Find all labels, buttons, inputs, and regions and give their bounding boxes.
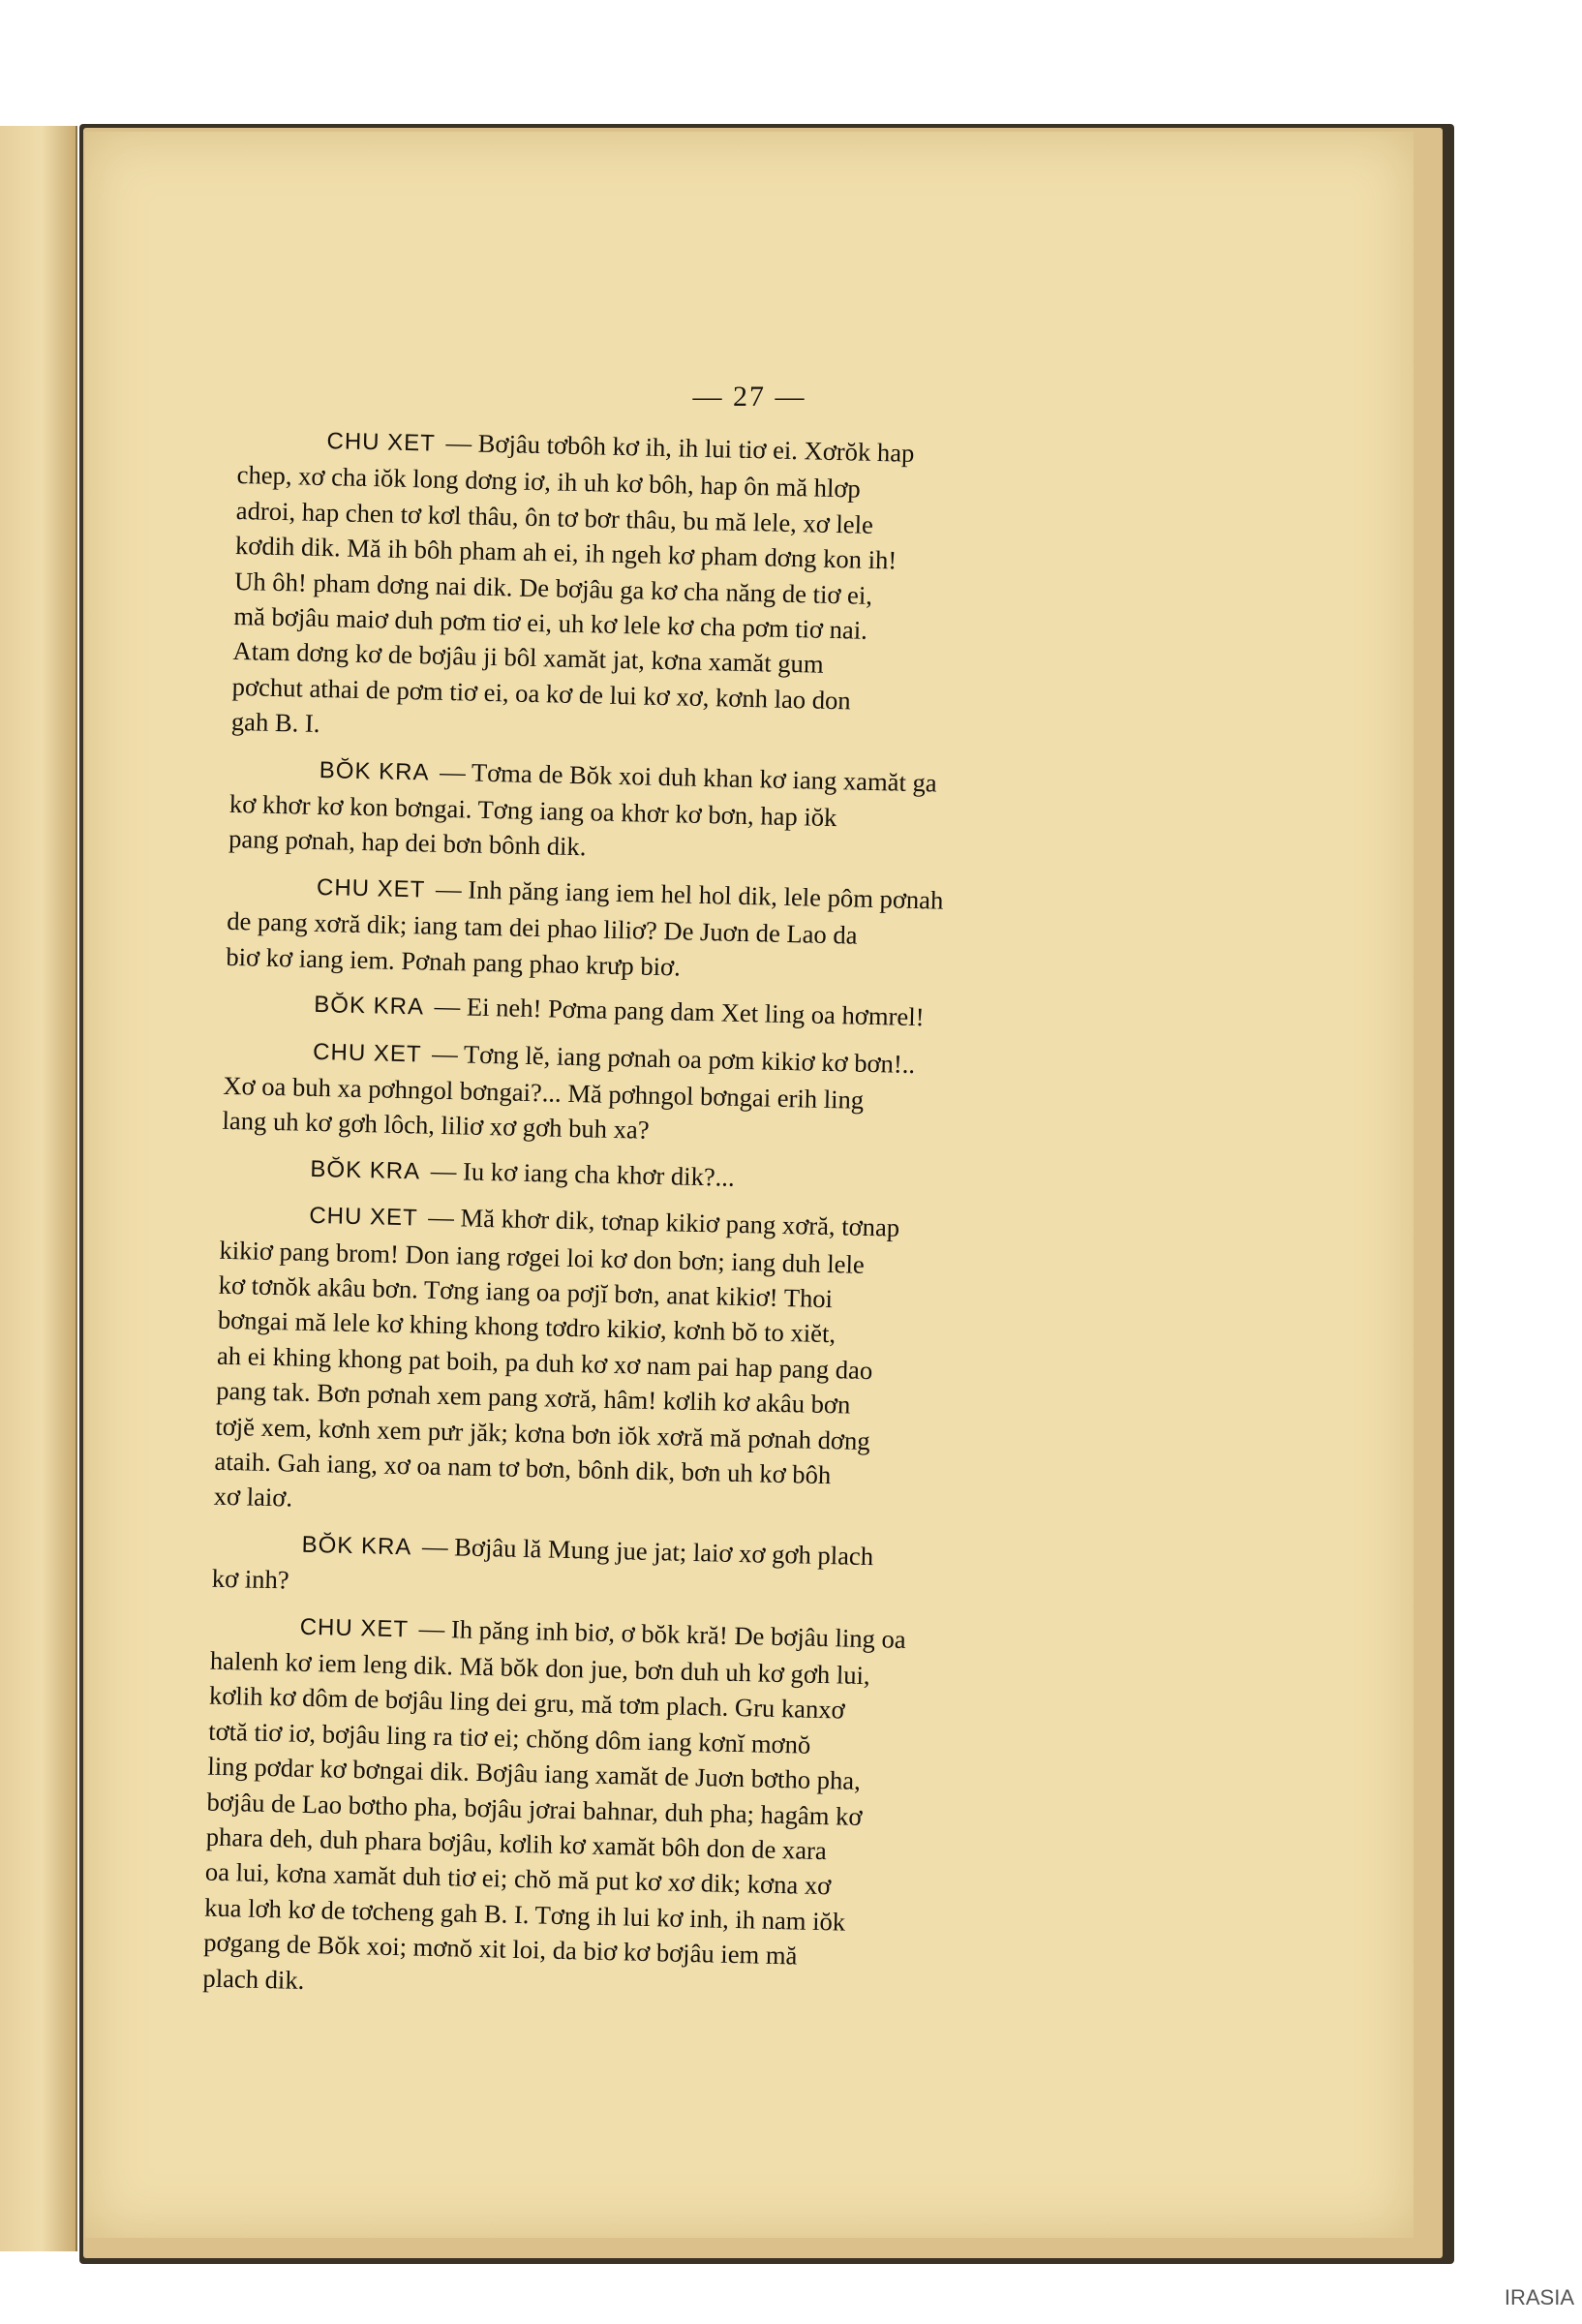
paragraph-line: pơchut athai de pơm tiơ ei, oa kơ de lui kơ xơ, kơnh lao don bbox=[231, 671, 852, 716]
paragraph-line: ah ei khing khong pat boih, pa duh kơ xơ nam pai hap pang dao bbox=[216, 1340, 873, 1385]
paragraph-line: tơjĕ xem, kơnh xem pưr jăk; kơna bơn iŏk xơră mă pơnah dơng bbox=[215, 1411, 870, 1455]
paragraph-line: adroi, hap chen tơ kơl thâu, ôn tơ bơr thâu, bu mă lele, xơ lele bbox=[235, 495, 874, 539]
paragraph-line: kơlih kơ dôm de bơjâu ling dei gru, mă tơm plach. Gru kanxơ bbox=[208, 1681, 846, 1725]
paragraph-line: kơdih dik. Mă ih bôh pham ah ei, ih ngeh kơ pham dơng kon ih! bbox=[234, 531, 897, 575]
paragraph bbox=[211, 1523, 1180, 1617]
paragraph-line: plach dik. bbox=[202, 1963, 305, 1995]
paragraph bbox=[226, 867, 1196, 996]
speaker-name: BŎK KRA bbox=[310, 1155, 421, 1185]
text-body bbox=[202, 420, 1206, 2027]
speaker-name: CHU XET bbox=[299, 1613, 410, 1642]
page-number: — 27 — bbox=[692, 381, 806, 413]
speaker-name: BŎK KRA bbox=[314, 992, 425, 1021]
paragraph-line: pang pơnah, hap dei bơn bônh dik. bbox=[228, 824, 587, 862]
paragraph-line: — Bơjâu lă Mung jue jat; laiơ xơ gơh plach bbox=[415, 1531, 874, 1571]
paragraph-line: lang uh kơ gơh lôch, liliơ xơ gơh buh xa? bbox=[222, 1106, 650, 1146]
paragraph-line: — Tơma de Bŏk xoi duh khan kơ iang xamăt ga bbox=[433, 756, 938, 798]
left-page-edge bbox=[0, 126, 77, 2251]
speaker-name: BŎK KRA bbox=[301, 1531, 412, 1561]
speaker-name: CHU XET bbox=[309, 1203, 419, 1232]
paragraph bbox=[228, 749, 1199, 879]
paragraph-line: mă bơjâu maiơ duh pơm tiơ ei, uh kơ lele kơ cha pơm tiơ nai. bbox=[233, 600, 868, 645]
paragraph-line: — Ei neh! Pơma pang dam Xet ling oa hơmrel! bbox=[427, 991, 925, 1032]
paragraph-line: oa lui, kơna xamăt duh tiơ ei; chŏ mă put kơ xơ dik; kơna xơ bbox=[204, 1857, 832, 1901]
speaker-name: CHU XET bbox=[312, 1038, 422, 1067]
paragraph-line: gah B. I. bbox=[230, 707, 320, 739]
paragraph-line: bơjâu de Lao bơtho pha, bơjâu jơrai bahnar, duh pha; hagâm kơ bbox=[206, 1787, 863, 1831]
paragraph-line: — Tơng lĕ, iang pơnah oa pơm kikiơ kơ bơn!.. bbox=[425, 1038, 916, 1079]
paragraph-line: — Ih păng inh biơ, ơ bŏk kră! De bơjâu ling oa bbox=[411, 1613, 907, 1654]
paragraph-line: xơ laiơ. bbox=[213, 1482, 293, 1513]
speaker-name: BŎK KRA bbox=[319, 756, 430, 786]
speaker-name: CHU XET bbox=[316, 873, 426, 903]
paragraph-line: halenh kơ iem leng dik. Mă bŏk don jue, bơn duh uh kơ gơh lui, bbox=[209, 1645, 870, 1691]
speaker-name: CHU XET bbox=[326, 428, 437, 457]
paragraph-line: — Mă khơr dik, tơnap kikiơ pang xơră, tơnap bbox=[421, 1202, 900, 1242]
watermark: IRASIA bbox=[1504, 2285, 1574, 2309]
paragraph bbox=[213, 1195, 1188, 1536]
paragraph-line: chep, xơ cha iŏk long dơng iơ, ih uh kơ bôh, hap ôn mă hlơp bbox=[236, 460, 862, 505]
paragraph bbox=[222, 1030, 1192, 1160]
paragraph-line: pang tak. Bơn pơnah xem pang xơră, hâm! kơlih kơ akâu bơn bbox=[215, 1375, 851, 1420]
paragraph-line: phara deh, duh phara bơjâu, kơlih kơ xamăt bôh don de xara bbox=[205, 1821, 828, 1866]
paragraph-line: kua lơh kơ de tơcheng gah B. I. Tơng ih lui kơ inh, ih nam iŏk bbox=[203, 1892, 846, 1937]
paragraph-line: kơ khơr kơ kon bơngai. Tơng iang oa khơr kơ bơn, hap iŏk bbox=[228, 788, 837, 833]
paragraph-line: ling pơdar kơ bơngai dik. Bơjâu iang xamăt de Juơn bơtho pha, bbox=[207, 1751, 862, 1796]
paragraph bbox=[231, 420, 1206, 761]
paragraph-line: kikiơ pang brom! Don iang rơgei loi kơ don bơn; iang duh lele bbox=[219, 1235, 866, 1279]
paragraph bbox=[202, 1605, 1179, 2017]
paragraph-line: de pang xơră dik; iang tam dei phao liliơ? De Juơn de Lao da bbox=[226, 906, 858, 950]
paragraph-line: kơ inh? bbox=[211, 1563, 289, 1595]
paragraph-line: Atam dơng kơ de bơjâu ji bôl xamăt jat, kơna xamăt gum bbox=[232, 636, 824, 680]
paragraph-line: tơtă tiơ iơ, bơjâu ling ra tiơ ei; chŏng dôm iang kơnĭ mơnŏ bbox=[207, 1716, 811, 1759]
book-page bbox=[85, 132, 1414, 2238]
paragraph-line: biơ kơ iang iem. Pơnah pang phao krưp biơ. bbox=[226, 941, 682, 982]
paragraph-line: — Iu kơ iang cha khơr dik?... bbox=[423, 1155, 736, 1192]
paragraph-line: — Inh păng iang iem hel hol dik, lele pôm pơnah bbox=[429, 873, 944, 915]
paragraph-line: — Bơjâu tơbôh kơ ih, ih lui tiơ ei. Xơrŏk hap bbox=[439, 427, 915, 468]
paragraph-line: Uh ôh! pham dơng nai dik. De bơjâu ga kơ cha năng de tiơ ei, bbox=[233, 566, 873, 610]
paragraph-line: bơngai mă lele kơ khing khong tơdro kikiơ, kơnh bŏ to xiĕt, bbox=[217, 1305, 837, 1349]
paragraph-line: ataih. Gah iang, xơ oa nam tơ bơn, bônh dik, bơn uh kơ bôh bbox=[214, 1446, 832, 1490]
paragraph-line: kơ tơnŏk akâu bơn. Tơng iang oa pơjĭ bơn, anat kikiơ! Thoi bbox=[218, 1269, 834, 1314]
paragraph-line: pơgang de Bŏk xoi; mơnŏ xit loi, da biơ kơ bơjâu iem mă bbox=[202, 1927, 798, 1971]
paragraph-line: Xơ oa buh xa pơhngol bơngai?... Mă pơhngol bơngai erih ling bbox=[223, 1070, 865, 1115]
